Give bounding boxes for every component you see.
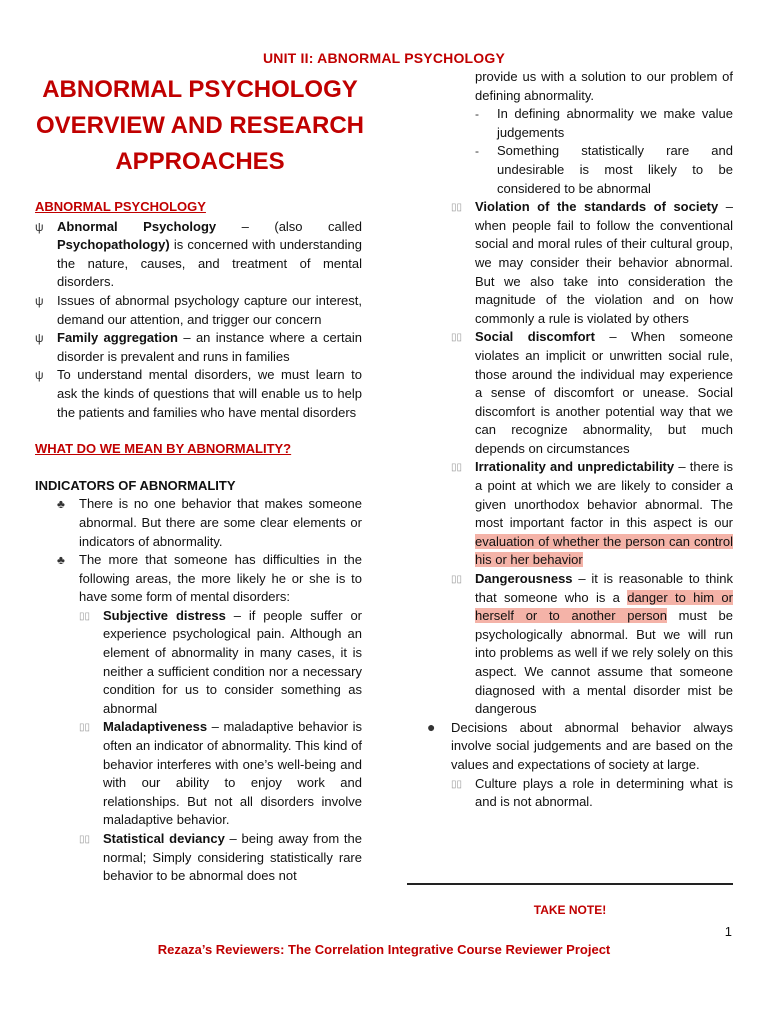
item-text: – if people suffer or experience psychological pain. Although an element of abnormality in many cases, it is neither a sufficient condition nor a necessary condition for us to consider something as abnormal	[103, 607, 362, 716]
right-column	[407, 68, 733, 812]
list-item	[35, 495, 362, 551]
item-text: There is no one behavior that makes someone abnormal. But there are some clear elements or indicators of abnormality.	[79, 496, 362, 549]
term-dangerousness: Dangerousness	[475, 571, 573, 587]
list-item	[407, 142, 733, 198]
psi-bullet-icon: ψ	[35, 368, 44, 383]
square-bullet-icon: ▯▯	[451, 778, 463, 790]
item-text: Culture plays a role in determining what is and is not abnormal.	[475, 775, 733, 810]
item-text: – maladaptive behavior is often an indicator of abnormality. This kind of behavior interferes with one’s well-being and with our ability to enjoy work and relationships. But not all disorders involve maladaptive behavior.	[103, 719, 362, 828]
take-note-label: TAKE NOTE!	[533, 903, 607, 917]
list-item	[407, 775, 733, 812]
list-item	[35, 329, 362, 366]
item-text: must be psychologically abnormal. But we will run into problems as well if we rely solely on this aspect. We cannot assume that someone diagnosed with a mental disorder mist be dangerous	[475, 608, 733, 717]
term-family-aggregation: Family aggregation	[57, 330, 178, 346]
square-bullet-icon: ▯▯	[451, 332, 463, 344]
footer: Rezaza’s Reviewers: The Correlation Integrative Course Reviewer Project	[157, 942, 611, 957]
left-column	[35, 198, 362, 886]
unit-heading: UNIT II: ABNORMAL PSYCHOLOGY	[262, 50, 506, 66]
dot-bullet-icon: ●	[427, 718, 436, 735]
section-heading-abnormal-psychology: ABNORMAL PSYCHOLOGY	[35, 199, 206, 214]
item-text: – (also called	[216, 218, 362, 234]
psi-bullet-icon: ψ	[35, 219, 44, 234]
item-text: Something statistically rare and undesirable is most likely to be considered to be abnormal	[497, 143, 733, 196]
page-title: ABNORMAL PSYCHOLOGY OVERVIEW AND RESEARCH APPROACHES	[35, 76, 365, 175]
square-bullet-icon: ▯▯	[451, 202, 463, 214]
term-maladaptiveness: Maladaptiveness	[103, 719, 208, 735]
list-item	[35, 366, 362, 422]
item-text: To understand mental disorders, we must learn to ask the kinds of questions that will enable us to help the patients and families who have mental disorders	[57, 367, 362, 420]
square-bullet-icon: ▯▯	[79, 610, 91, 622]
term-social-discomfort: Social discomfort	[475, 329, 595, 345]
dash-bullet-icon: -	[475, 107, 479, 122]
item-text: Issues of abnormal psychology capture our interest, demand our attention, and trigger our concern	[57, 292, 362, 327]
list-item	[407, 458, 733, 570]
highlighted-text: danger to him or herself or to another person	[475, 589, 733, 624]
page-number: 1	[724, 924, 732, 939]
list-item	[407, 328, 733, 458]
term-statistical-deviancy: Statistical deviancy	[103, 831, 225, 846]
square-bullet-icon: ▯▯	[79, 722, 91, 734]
list-item	[35, 292, 362, 329]
item-text: – When someone violates an implicit or unwritten social rule, those around the individual may experience a sense of discomfort or unease. Social discomfort is another potential way that we can recognize abnormality, but much depends on circumstances	[475, 329, 733, 456]
item-text: – being away from the normal; Simply considering statistically rare behavior to be abnormal does not	[103, 831, 362, 884]
term-psychopathology: Psychopathology)	[57, 237, 170, 253]
psi-bullet-icon: ψ	[35, 293, 44, 308]
continuation-text: provide us with a solution to our problem of defining abnormality.	[475, 69, 733, 103]
highlighted-text: evaluation of whether the person can control his or her behavior	[475, 533, 733, 568]
term-subjective-distress: Subjective distress	[103, 607, 226, 623]
psi-bullet-icon: ψ	[35, 331, 44, 346]
item-text: In defining abnormality we make value judgements	[497, 106, 733, 140]
club-bullet-icon: ♣	[57, 553, 65, 568]
indicators-heading: INDICATORS OF ABNORMALITY	[35, 477, 236, 493]
list-item	[407, 105, 733, 142]
divider	[407, 883, 733, 885]
item-text: Decisions about abnormal behavior always involve social judgements and are based on the values and expectations of society at large.	[451, 719, 733, 772]
list-item	[35, 718, 362, 830]
list-item	[35, 830, 362, 886]
list-item	[35, 218, 362, 292]
club-bullet-icon: ♣	[57, 497, 65, 512]
dash-bullet-icon: -	[475, 144, 479, 159]
list-item	[407, 570, 733, 719]
item-text: is concerned with understanding the nature, causes, and treatment of mental disorders.	[57, 237, 362, 290]
item-text: The more that someone has difficulties in the following areas, the more likely he or she is to have some form of mental disorders:	[79, 552, 362, 605]
section-heading-abnormality: WHAT DO WE MEAN BY ABNORMALITY?	[35, 441, 292, 457]
list-item	[407, 198, 733, 328]
term-irrationality: Irrationality and unpredictability	[475, 459, 675, 475]
list-item	[407, 719, 733, 775]
square-bullet-icon: ▯▯	[451, 462, 463, 474]
square-bullet-icon: ▯▯	[451, 574, 463, 586]
item-text: – it is reasonable to think that someone who is a	[475, 571, 733, 605]
item-text: – when people fail to follow the conventional social and moral rules of their cultural group, we may consider their behavior abnormal. But we also take into consideration the magnitude of the violation and on how commonly a rule is violated by others	[475, 199, 734, 326]
square-bullet-icon: ▯▯	[79, 834, 91, 845]
item-text: – there is a point at which we are likely to consider a given unorthodox behavior abnormal. The most important factor in this aspect is our	[475, 459, 734, 531]
term-violation: Violation of the standards of society	[475, 199, 719, 215]
item-text: – an instance where a certain disorder is prevalent and runs in families	[57, 330, 362, 364]
list-item	[35, 551, 362, 607]
term-abnormal-psychology: Abnormal Psychology	[57, 218, 217, 234]
list-item	[35, 607, 362, 719]
